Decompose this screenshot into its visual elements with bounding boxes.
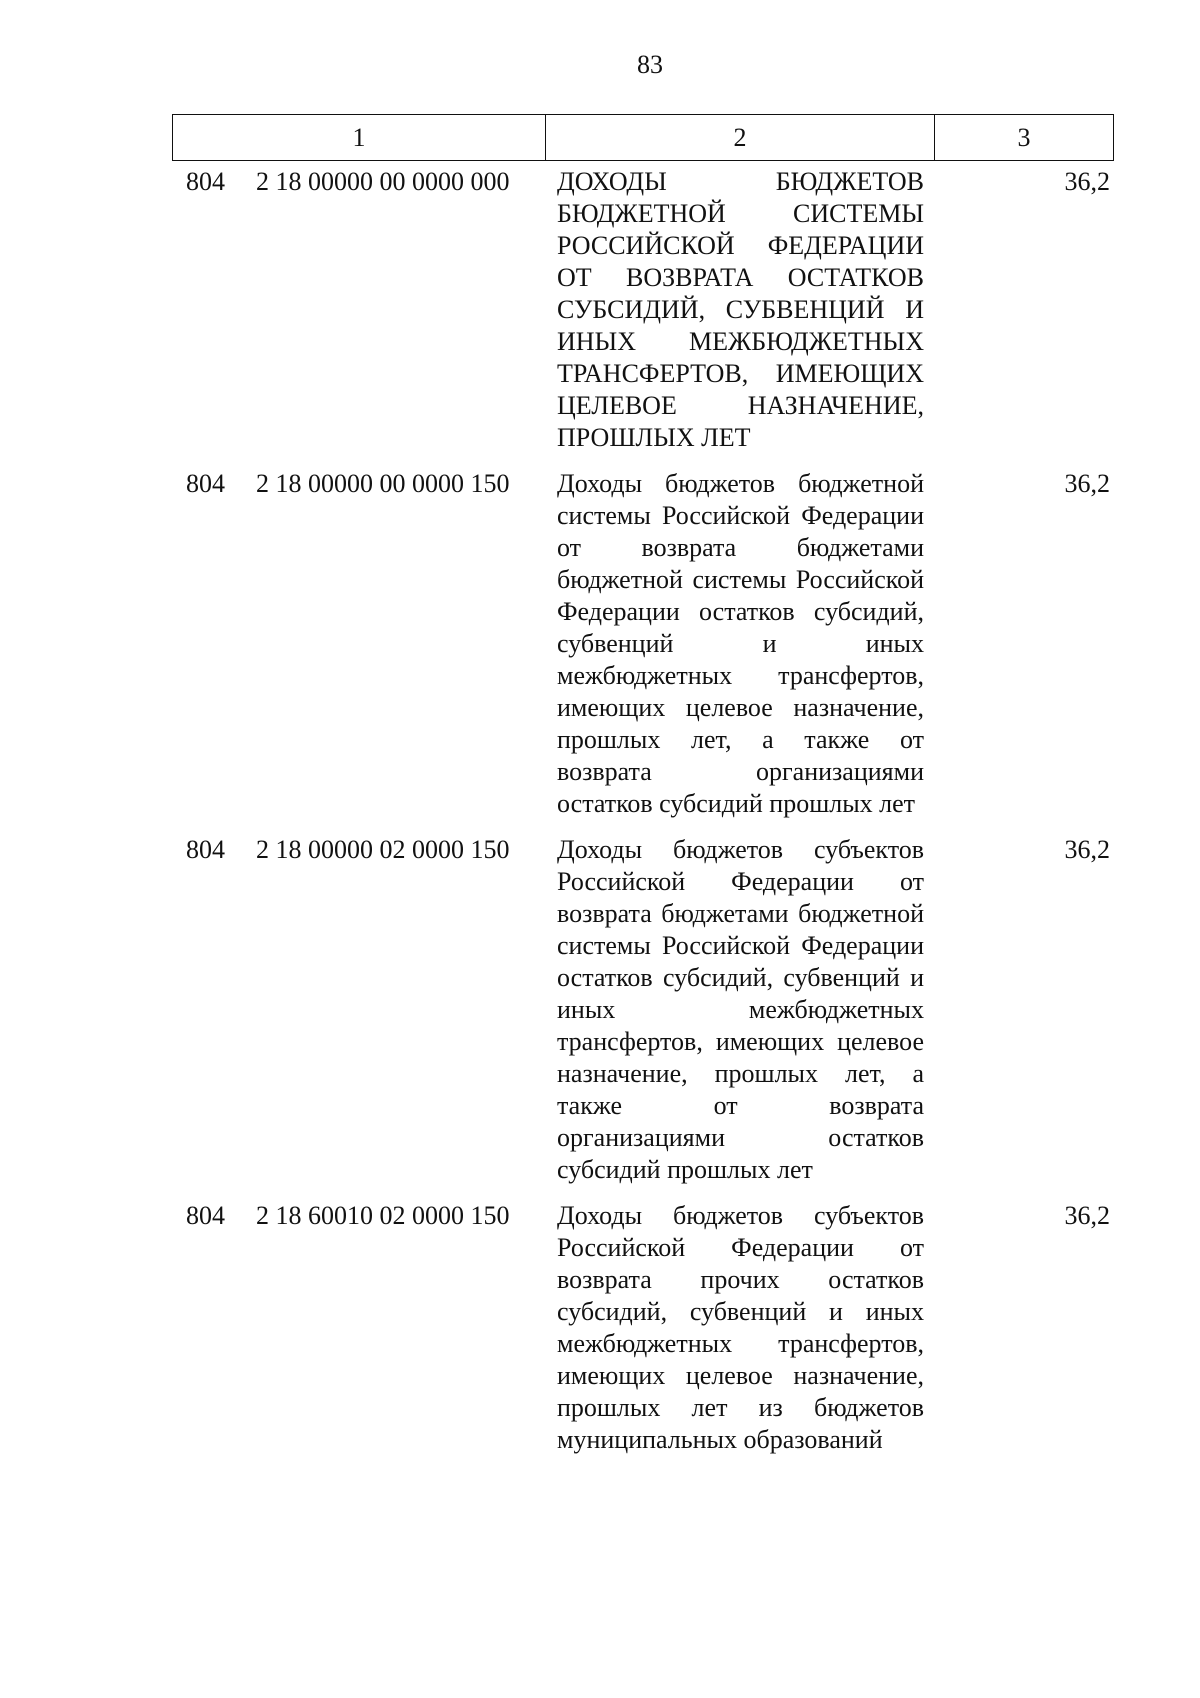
income-name: Доходы бюджетов субъектов Российской Федерации от возврата бюджетами бюджетной системы Российской Федерации остатков субсидий, субвенций и иных межбюджетных трансфертов, имеющих целевое назначение, прошлых лет, а также от возврата организациями остатков субсидий прошлых лет (557, 835, 924, 1184)
table-row (0, 1195, 1200, 1465)
income-name: Доходы бюджетов бюджетной системы Российской Федерации от возврата бюджетами бюджетной системы Российской Федерации остатков субсидий, субвенций и иных межбюджетных трансфертов, имеющих целевое назначение, прошлых лет, а также от возврата организациями остатков субсидий прошлых лет (557, 469, 924, 818)
header-cell-2: 2 (546, 115, 935, 160)
header-cell-3: 3 (1017, 122, 1031, 152)
income-name: Доходы бюджетов субъектов Российской Федерации от возврата прочих остатков субсидий, субвенций и иных межбюджетных трансфертов, имеющих целевое назначение, прошлых лет из бюджетов муниципальных образований (557, 1201, 924, 1454)
admin-code: 804 (186, 1201, 225, 1230)
budget-classification-code: 2 18 00000 02 0000 150 (256, 835, 510, 864)
table-body (0, 161, 1200, 1465)
header-cell-1: 1 (173, 115, 546, 160)
admin-code: 804 (186, 469, 225, 498)
amount: 36,2 (1064, 167, 1110, 196)
table-row (0, 161, 1200, 463)
amount: 36,2 (1064, 469, 1110, 498)
income-name: ДОХОДЫ БЮДЖЕТОВ БЮДЖЕТНОЙ СИСТЕМЫ РОССИЙСКОЙ ФЕДЕРАЦИИ ОТ ВОЗВРАТА ОСТАТКОВ СУБСИДИЙ, СУБВЕНЦИЙ И ИНЫХ МЕЖБЮДЖЕТНЫХ ТРАНСФЕРТОВ, ИМЕЮЩИХ ЦЕЛЕВОЕ НАЗНАЧЕНИЕ, ПРОШЛЫХ ЛЕТ (557, 167, 924, 452)
admin-code: 804 (186, 167, 225, 196)
amount: 36,2 (1064, 1201, 1110, 1230)
amount: 36,2 (1064, 835, 1110, 864)
admin-code: 804 (186, 835, 225, 864)
table-row (0, 829, 1200, 1195)
budget-classification-code: 2 18 00000 00 0000 150 (256, 469, 510, 498)
budget-classification-code: 2 18 60010 02 0000 150 (256, 1201, 510, 1230)
budget-classification-code: 2 18 00000 00 0000 000 (256, 167, 510, 196)
page-number: 83 (637, 50, 663, 79)
table-header (172, 114, 1114, 161)
table-row (0, 463, 1200, 829)
